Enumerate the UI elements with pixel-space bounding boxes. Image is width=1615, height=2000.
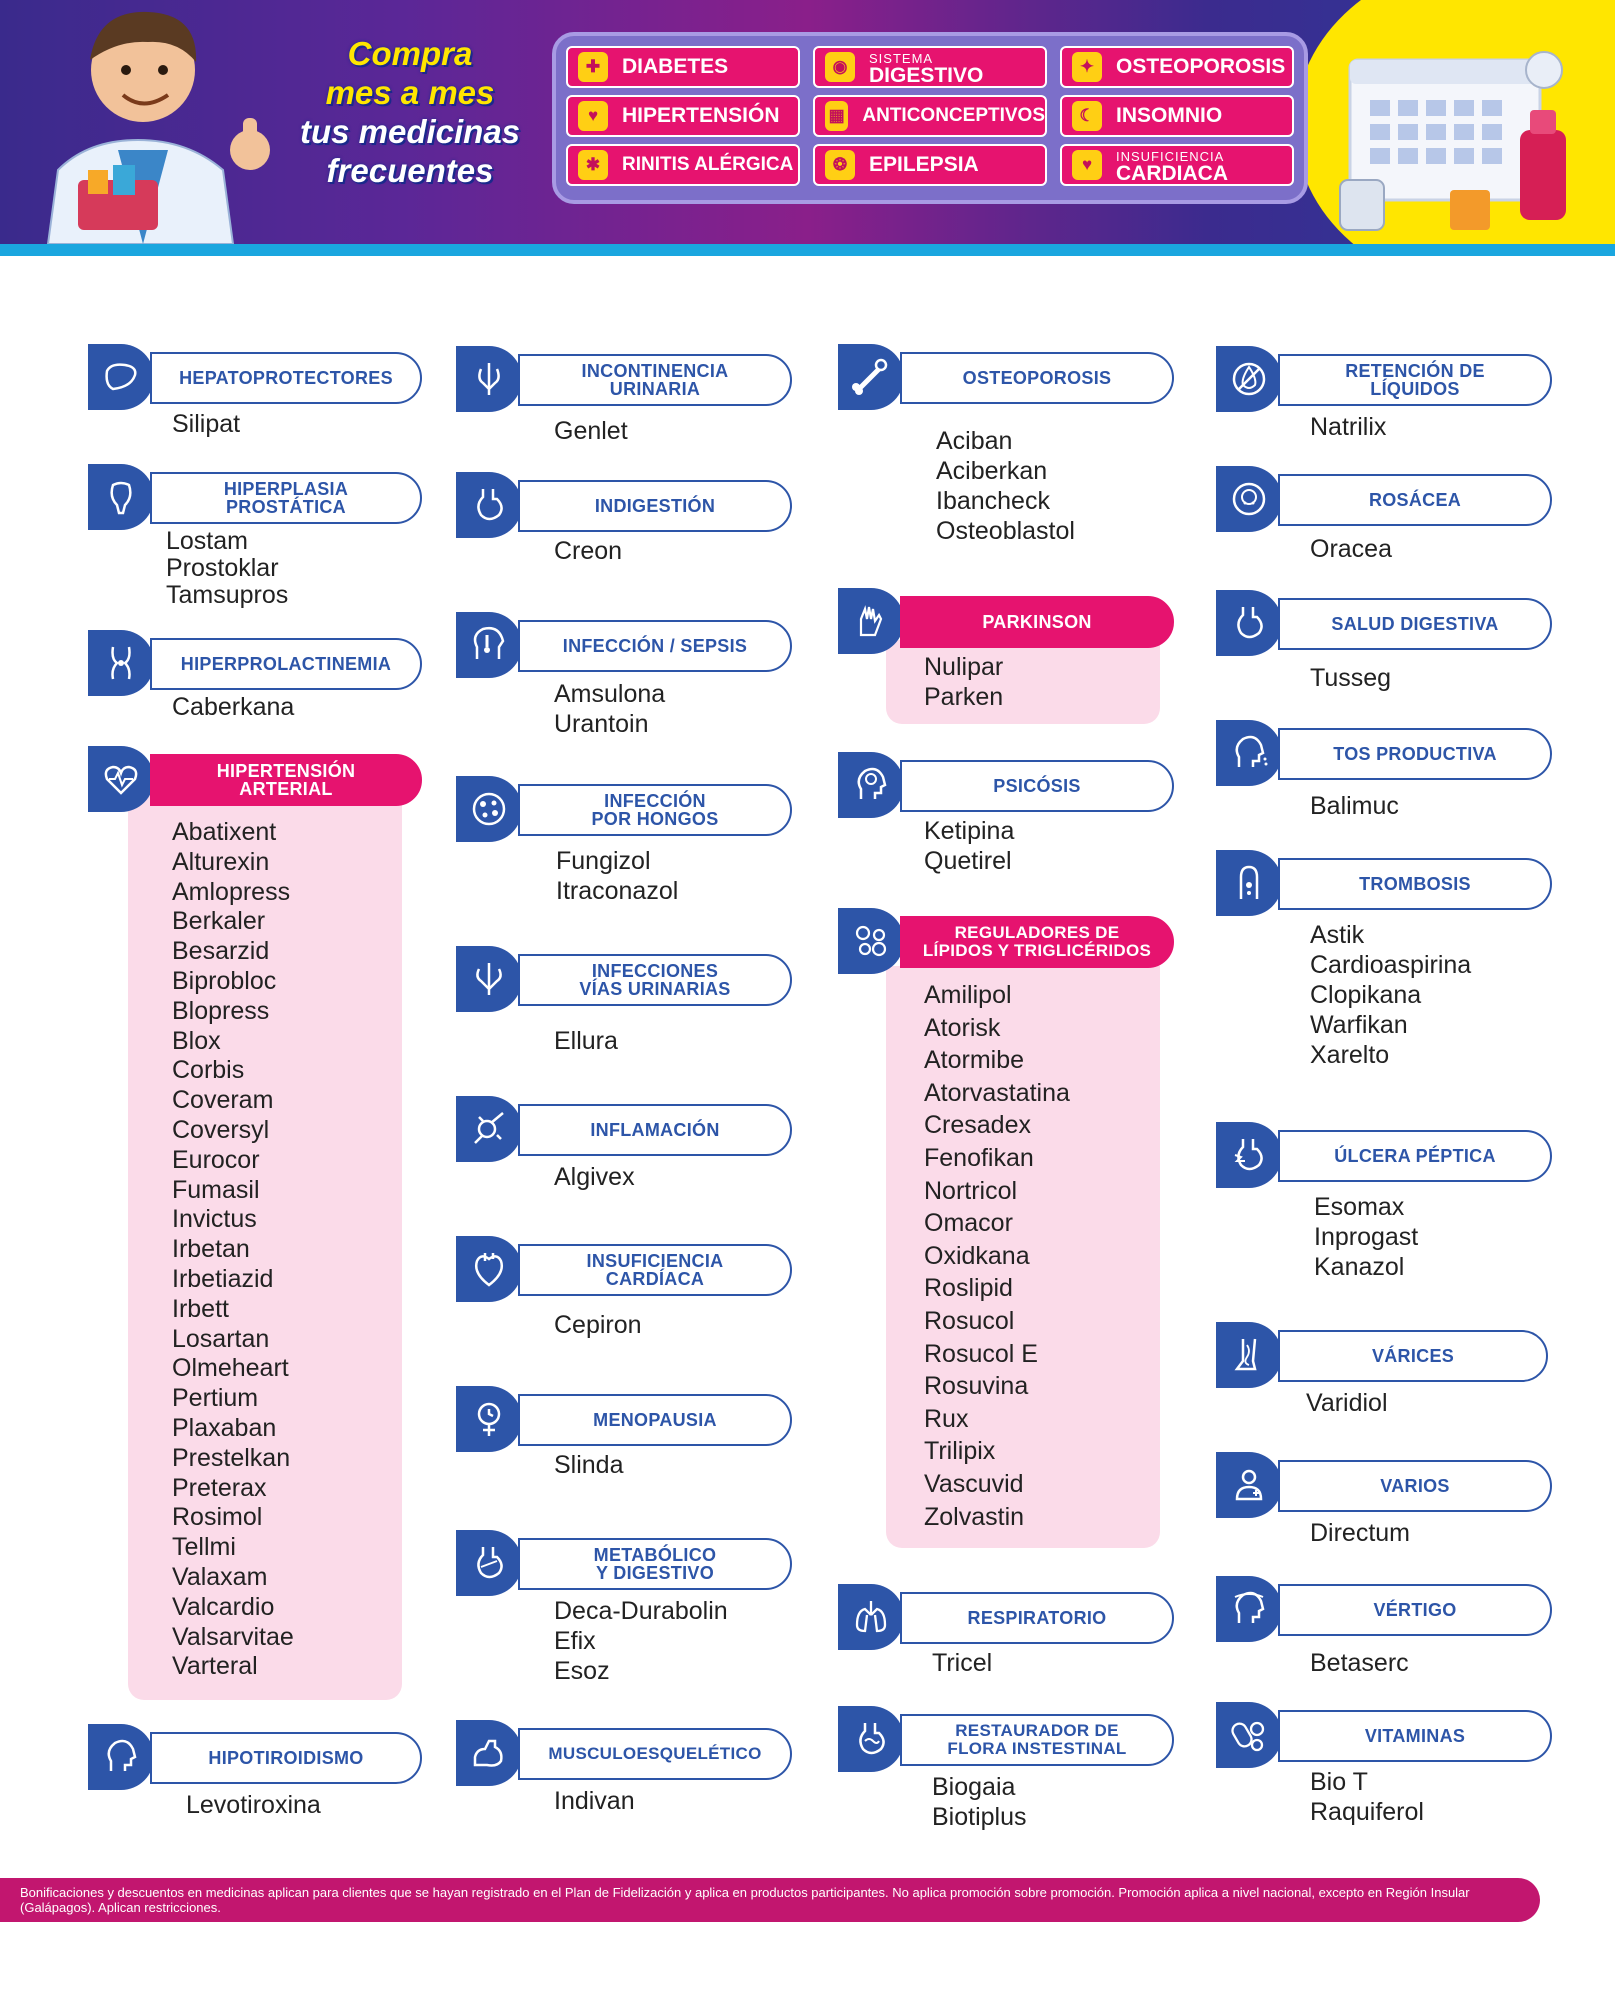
promo-headline [280, 34, 540, 190]
drug-list-retencion: Natrilix [1310, 413, 1387, 441]
prostate-icon [88, 464, 154, 530]
digestive-metabolic-icon [456, 1530, 522, 1596]
drug-list-flora: Biogaia Biotiplus [932, 1773, 1027, 1831]
promo-line-2: mes a mes [325, 74, 495, 111]
drug-list-varios: Directum [1310, 1519, 1411, 1547]
section-title-retencion: RETENCIÓN DE LÍQUIDOS [1278, 354, 1552, 406]
patient-care-icon [1216, 1452, 1282, 1518]
category-rinitis-alergica[interactable]: ✱ RINITIS ALÉRGICA [566, 144, 800, 186]
female-body-icon [88, 630, 154, 696]
liver-icon [88, 344, 154, 410]
drug-list-psicosis: Ketipina Quetirel [924, 817, 1015, 875]
stomach-icon: ◉ [825, 52, 855, 82]
section-title-osteoporosis: OSTEOPOROSIS [900, 352, 1174, 404]
blood-vessel-icon [1216, 850, 1282, 916]
section-title-incontinencia: INCONTINENCIA URINARIA [518, 354, 792, 406]
heart-rate-icon [88, 746, 154, 812]
section-title-ulcera: ÚLCERA PÉPTICA [1278, 1130, 1552, 1182]
stethoscope-icon: ♥ [578, 101, 608, 131]
drug-list-rosacea: Oracea [1310, 535, 1392, 563]
inflamed-joint-icon [456, 1096, 522, 1162]
face-skin-icon [1216, 466, 1282, 532]
lipid-cells-icon [838, 908, 904, 974]
drug-list-hiperprolactinemia: Caberkana [172, 693, 295, 721]
section-title-infecciones-urinarias: INFECCIONES VÍAS URINARIAS [518, 954, 792, 1006]
coughing-head-icon [1216, 720, 1282, 786]
category-diabetes[interactable]: ✚ DIABETES [566, 46, 800, 88]
bone-icon: ✦ [1072, 52, 1102, 82]
category-anticonceptivos[interactable]: ▦ ANTICONCEPTIVOS [813, 95, 1047, 137]
promo-line-3: tus medicinas [299, 113, 521, 150]
sleep-icon: ☾ [1072, 101, 1102, 131]
section-title-salud-digestiva: SALUD DIGESTIVA [1278, 598, 1552, 650]
intestine-icon [838, 1706, 904, 1772]
thyroid-head-icon [88, 1724, 154, 1790]
dizzy-head-icon [1216, 1576, 1282, 1642]
category-sistema-digestivo[interactable]: ◉ SISTEMA DIGESTIVO [813, 46, 1047, 88]
section-title-vitaminas: VITAMINAS [1278, 1710, 1552, 1762]
drug-list-varices: Varidiol [1306, 1389, 1388, 1417]
section-title-indigestion: INDIGESTIÓN [518, 480, 792, 532]
category-insuficiencia-cardiaca[interactable]: ♥ INSUFICIENCIA CARDIACA [1060, 144, 1294, 186]
female-symbol-icon [456, 1386, 522, 1452]
section-title-lipidos: REGULADORES DE LÍPIDOS Y TRIGLICÉRIDOS [900, 916, 1174, 968]
section-title-hiperplasia: HIPERPLASIA PROSTÁTICA [150, 472, 422, 524]
section-title-infeccion-hongos: INFECCIÓN POR HONGOS [518, 784, 792, 836]
section-title-varios: VARIOS [1278, 1460, 1552, 1512]
section-title-hipertension: HIPERTENSIÓN ARTERIAL [150, 754, 422, 806]
section-title-menopausia: MENOPAUSIA [518, 1394, 792, 1446]
section-title-hipotiroidismo: HIPOTIROIDISMO [150, 1732, 422, 1784]
ulcer-stomach-icon [1216, 1122, 1282, 1188]
drug-list-infecciones-urinarias: Ellura [554, 1027, 618, 1055]
drug-list-inflamacion: Algivex [554, 1163, 635, 1191]
drug-list-parkinson: Nulipar Parken [924, 653, 1004, 711]
category-insomnio[interactable]: ☾ INSOMNIO [1060, 95, 1294, 137]
banner-stripe [0, 244, 1615, 256]
category-hipertension[interactable]: ♥ HIPERTENSIÓN [566, 95, 800, 137]
legal-disclaimer [0, 1878, 1540, 1922]
trembling-hands-icon [838, 588, 904, 654]
category-panel [552, 32, 1308, 204]
drug-list-indigestion: Creon [554, 537, 623, 565]
section-title-musculo: MUSCULOESQUELÉTICO [518, 1728, 792, 1780]
lungs-icon [838, 1584, 904, 1650]
section-title-psicosis: PSICÓSIS [900, 760, 1174, 812]
promo-line-4: frecuentes [326, 152, 494, 189]
section-title-inflamacion: INFLAMACIÓN [518, 1104, 792, 1156]
heart-organ-icon [456, 1236, 522, 1302]
category-epilepsia[interactable]: ❂ EPILEPSIA [813, 144, 1047, 186]
drug-list-lipidos: Amilipol Atorisk Atormibe Atorvastatina Cresadex Fenofikan Nortricol Omacor Oxidkana Roslipid Rosucol Rosucol E Rosuvina Rux Trilipix Vascuvid Zolvastin [924, 981, 1070, 1531]
drug-list-infeccion-hongos: Fungizol Itraconazol [556, 847, 679, 905]
drug-list-menopausia: Slinda [554, 1451, 624, 1479]
drug-list-hepatoprotectores: Silipat [172, 410, 241, 438]
section-title-tos: TOS PRODUCTIVA [1278, 728, 1552, 780]
section-title-respiratorio: RESPIRATORIO [900, 1592, 1174, 1644]
section-title-insuficiencia: INSUFICIENCIA CARDÍACA [518, 1244, 792, 1296]
leg-veins-icon [1216, 1322, 1282, 1388]
fever-thermometer-icon [456, 612, 522, 678]
section-title-metabolico: METABÓLICO Y DIGESTIVO [518, 1538, 792, 1590]
drug-list-infeccion-sepsis: Amsulona Urantoin [554, 680, 666, 738]
drug-list-osteoporosis: Aciban Aciberkan Ibancheck Osteoblastol [936, 427, 1075, 545]
pill-pack-icon: ▦ [825, 101, 848, 131]
section-title-flora: RESTAURADOR DE FLORA INSTESTINAL [900, 1714, 1174, 1766]
drug-list-salud-digestiva: Tusseg [1310, 664, 1392, 692]
muscle-arm-icon [456, 1720, 522, 1786]
section-title-hepatoprotectores: HEPATOPROTECTORES [150, 352, 422, 404]
vitamin-capsules-icon [1216, 1702, 1282, 1768]
bone-icon [838, 344, 904, 410]
section-title-varices: VÁRICES [1278, 1330, 1548, 1382]
category-osteoporosis[interactable]: ✦ OSTEOPOROSIS [1060, 46, 1294, 88]
promo-line-1: Compra [347, 35, 473, 72]
glucometer-icon: ✚ [578, 52, 608, 82]
drug-list-vertigo: Betaserc [1310, 1649, 1409, 1677]
pharmacist-mascot-illustration [18, 0, 298, 244]
drug-list-hipotiroidismo: Levotiroxina [186, 1791, 321, 1819]
disclaimer-text: Bonificaciones y descuentos en medicinas aplican para clientes que se hayan registrado en el Plan de Fidelización y aplica en productos participantes. No aplica promoción sobre promoción. Promoción aplica a nivel nacional, excepto en Región Insular (Galápagos). Aplican restricciones. [20, 1885, 1470, 1915]
calendar-medicine-illustration [1330, 40, 1590, 240]
brain-icon: ❂ [825, 150, 855, 180]
section-title-vertigo: VÉRTIGO [1278, 1584, 1552, 1636]
promo-banner [0, 0, 1615, 244]
stomach-icon [456, 472, 522, 538]
drug-list-respiratorio: Tricel [932, 1649, 993, 1677]
brain-head-icon [838, 752, 904, 818]
allergy-icon: ✱ [578, 150, 608, 180]
drug-list-vitaminas: Bio T Raquiferol [1310, 1768, 1424, 1826]
drug-list-insuficiencia: Cepiron [554, 1311, 642, 1339]
drug-list-tos: Balimuc [1310, 792, 1399, 820]
section-title-rosacea: ROSÁCEA [1278, 474, 1552, 526]
kidney-bladder-icon [456, 946, 522, 1012]
section-title-parkinson: PARKINSON [900, 596, 1174, 648]
section-title-trombosis: TROMBOSIS [1278, 858, 1552, 910]
urinary-system-icon [456, 346, 522, 412]
fungus-cell-icon [456, 776, 522, 842]
heart-icon: ♥ [1072, 150, 1102, 180]
section-title-infeccion-sepsis: INFECCIÓN / SEPSIS [518, 620, 792, 672]
no-water-drop-icon [1216, 346, 1282, 412]
drug-list-musculo: Indivan [554, 1787, 635, 1815]
stomach-health-icon [1216, 590, 1282, 656]
section-title-hiperprolactinemia: HIPERPROLACTINEMIA [150, 638, 422, 690]
drug-list-trombosis: Astik Cardioaspirina Clopikana Warfikan Xarelto [1310, 921, 1472, 1069]
drug-list-incontinencia: Genlet [554, 417, 628, 445]
drug-list-hiperplasia: Lostam Prostoklar Tamsupros [166, 527, 289, 609]
drug-list-ulcera: Esomax Inprogast Kanazol [1314, 1193, 1419, 1281]
drug-list-metabolico: Deca-Durabolin Efix Esoz [554, 1597, 728, 1685]
drug-list-hipertension: Abatixent Alturexin Amlopress Berkaler Besarzid Biprobloc Blopress Blox Corbis Coveram Coversyl Eurocor Fumasil Invictus Irbetan Irbetiazid Irbett Losartan Olmeheart Pertium Plaxaban Prestelkan Preterax Rosimol Tellmi Valaxam Valcardio Valsarvitae Varteral [172, 818, 294, 1681]
